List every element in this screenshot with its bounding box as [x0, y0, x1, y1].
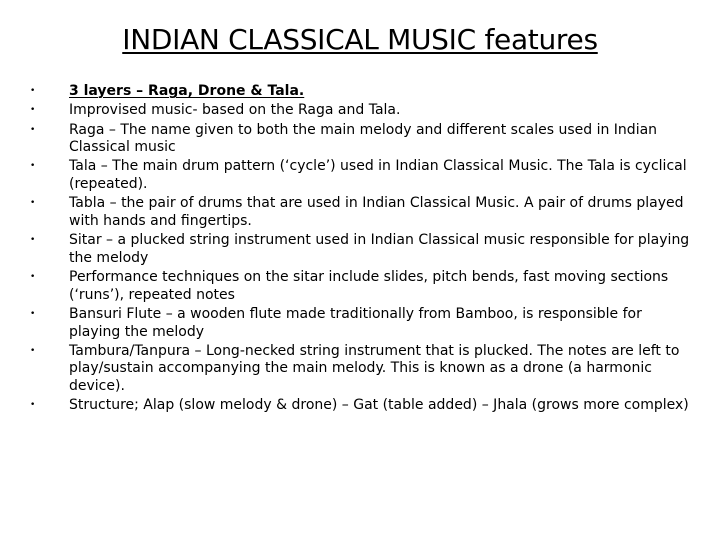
bullet-item [30, 195, 690, 230]
bullet-item [30, 102, 690, 120]
bullet-text: Tabla – the pair of drums that are used in Indian Classical Music. A pair of drums played with hands and fingertips. [69, 195, 684, 229]
bullet-icon: • [30, 124, 36, 135]
bullet-text: Sitar – a plucked string instrument used in Indian Classical music responsible for playing the melody [69, 232, 690, 266]
bullet-item [30, 83, 690, 101]
bullet-text: 3 layers – Raga, Drone & Tala. [69, 83, 305, 99]
bullet-item [30, 232, 690, 267]
bullet-text: Structure; Alap (slow melody & drone) – Gat (table added) – Jhala (grows more complex) [69, 397, 689, 414]
bullet-item [30, 158, 690, 193]
bullet-icon: • [30, 308, 36, 319]
bullet-icon: • [30, 86, 36, 96]
bullet-icon: • [30, 400, 36, 411]
bullet-icon: • [30, 272, 36, 283]
slide-title: INDIAN CLASSICAL MUSIC features [122, 23, 598, 56]
bullet-text: Tala – The main drum pattern (‘cycle’) used in Indian Classical Music. The Tala is cyclical (repeated). [69, 158, 687, 193]
bullet-icon: • [30, 105, 36, 116]
bullet-icon: • [30, 235, 36, 246]
bullet-text: Improvised music- based on the Raga and Tala. [69, 102, 401, 119]
bullet-item [30, 269, 690, 304]
bullet-text: Tambura/Tanpura – Long-necked string instrument that is plucked. The notes are left to play/sustain accompanying the main melody. This is known as a drone (a harmonic device). [69, 342, 680, 394]
bullet-item [30, 343, 690, 396]
bullet-icon: • [30, 198, 36, 209]
bullet-text: Bansuri Flute – a wooden flute made traditionally from Bamboo, is responsible for playing the melody [69, 305, 642, 340]
bullet-icon: • [30, 345, 36, 356]
bullet-list [30, 83, 690, 417]
bullet-text: Performance techniques on the sitar include slides, pitch bends, fast moving sections (‘runs’), repeated notes [69, 269, 669, 303]
bullet-item [30, 122, 690, 157]
bullet-icon: • [30, 161, 36, 172]
bullet-text: Raga – The name given to both the main melody and different scales used in Indian Classical music [69, 121, 658, 156]
bullet-item [30, 397, 690, 415]
bullet-item [30, 306, 690, 341]
